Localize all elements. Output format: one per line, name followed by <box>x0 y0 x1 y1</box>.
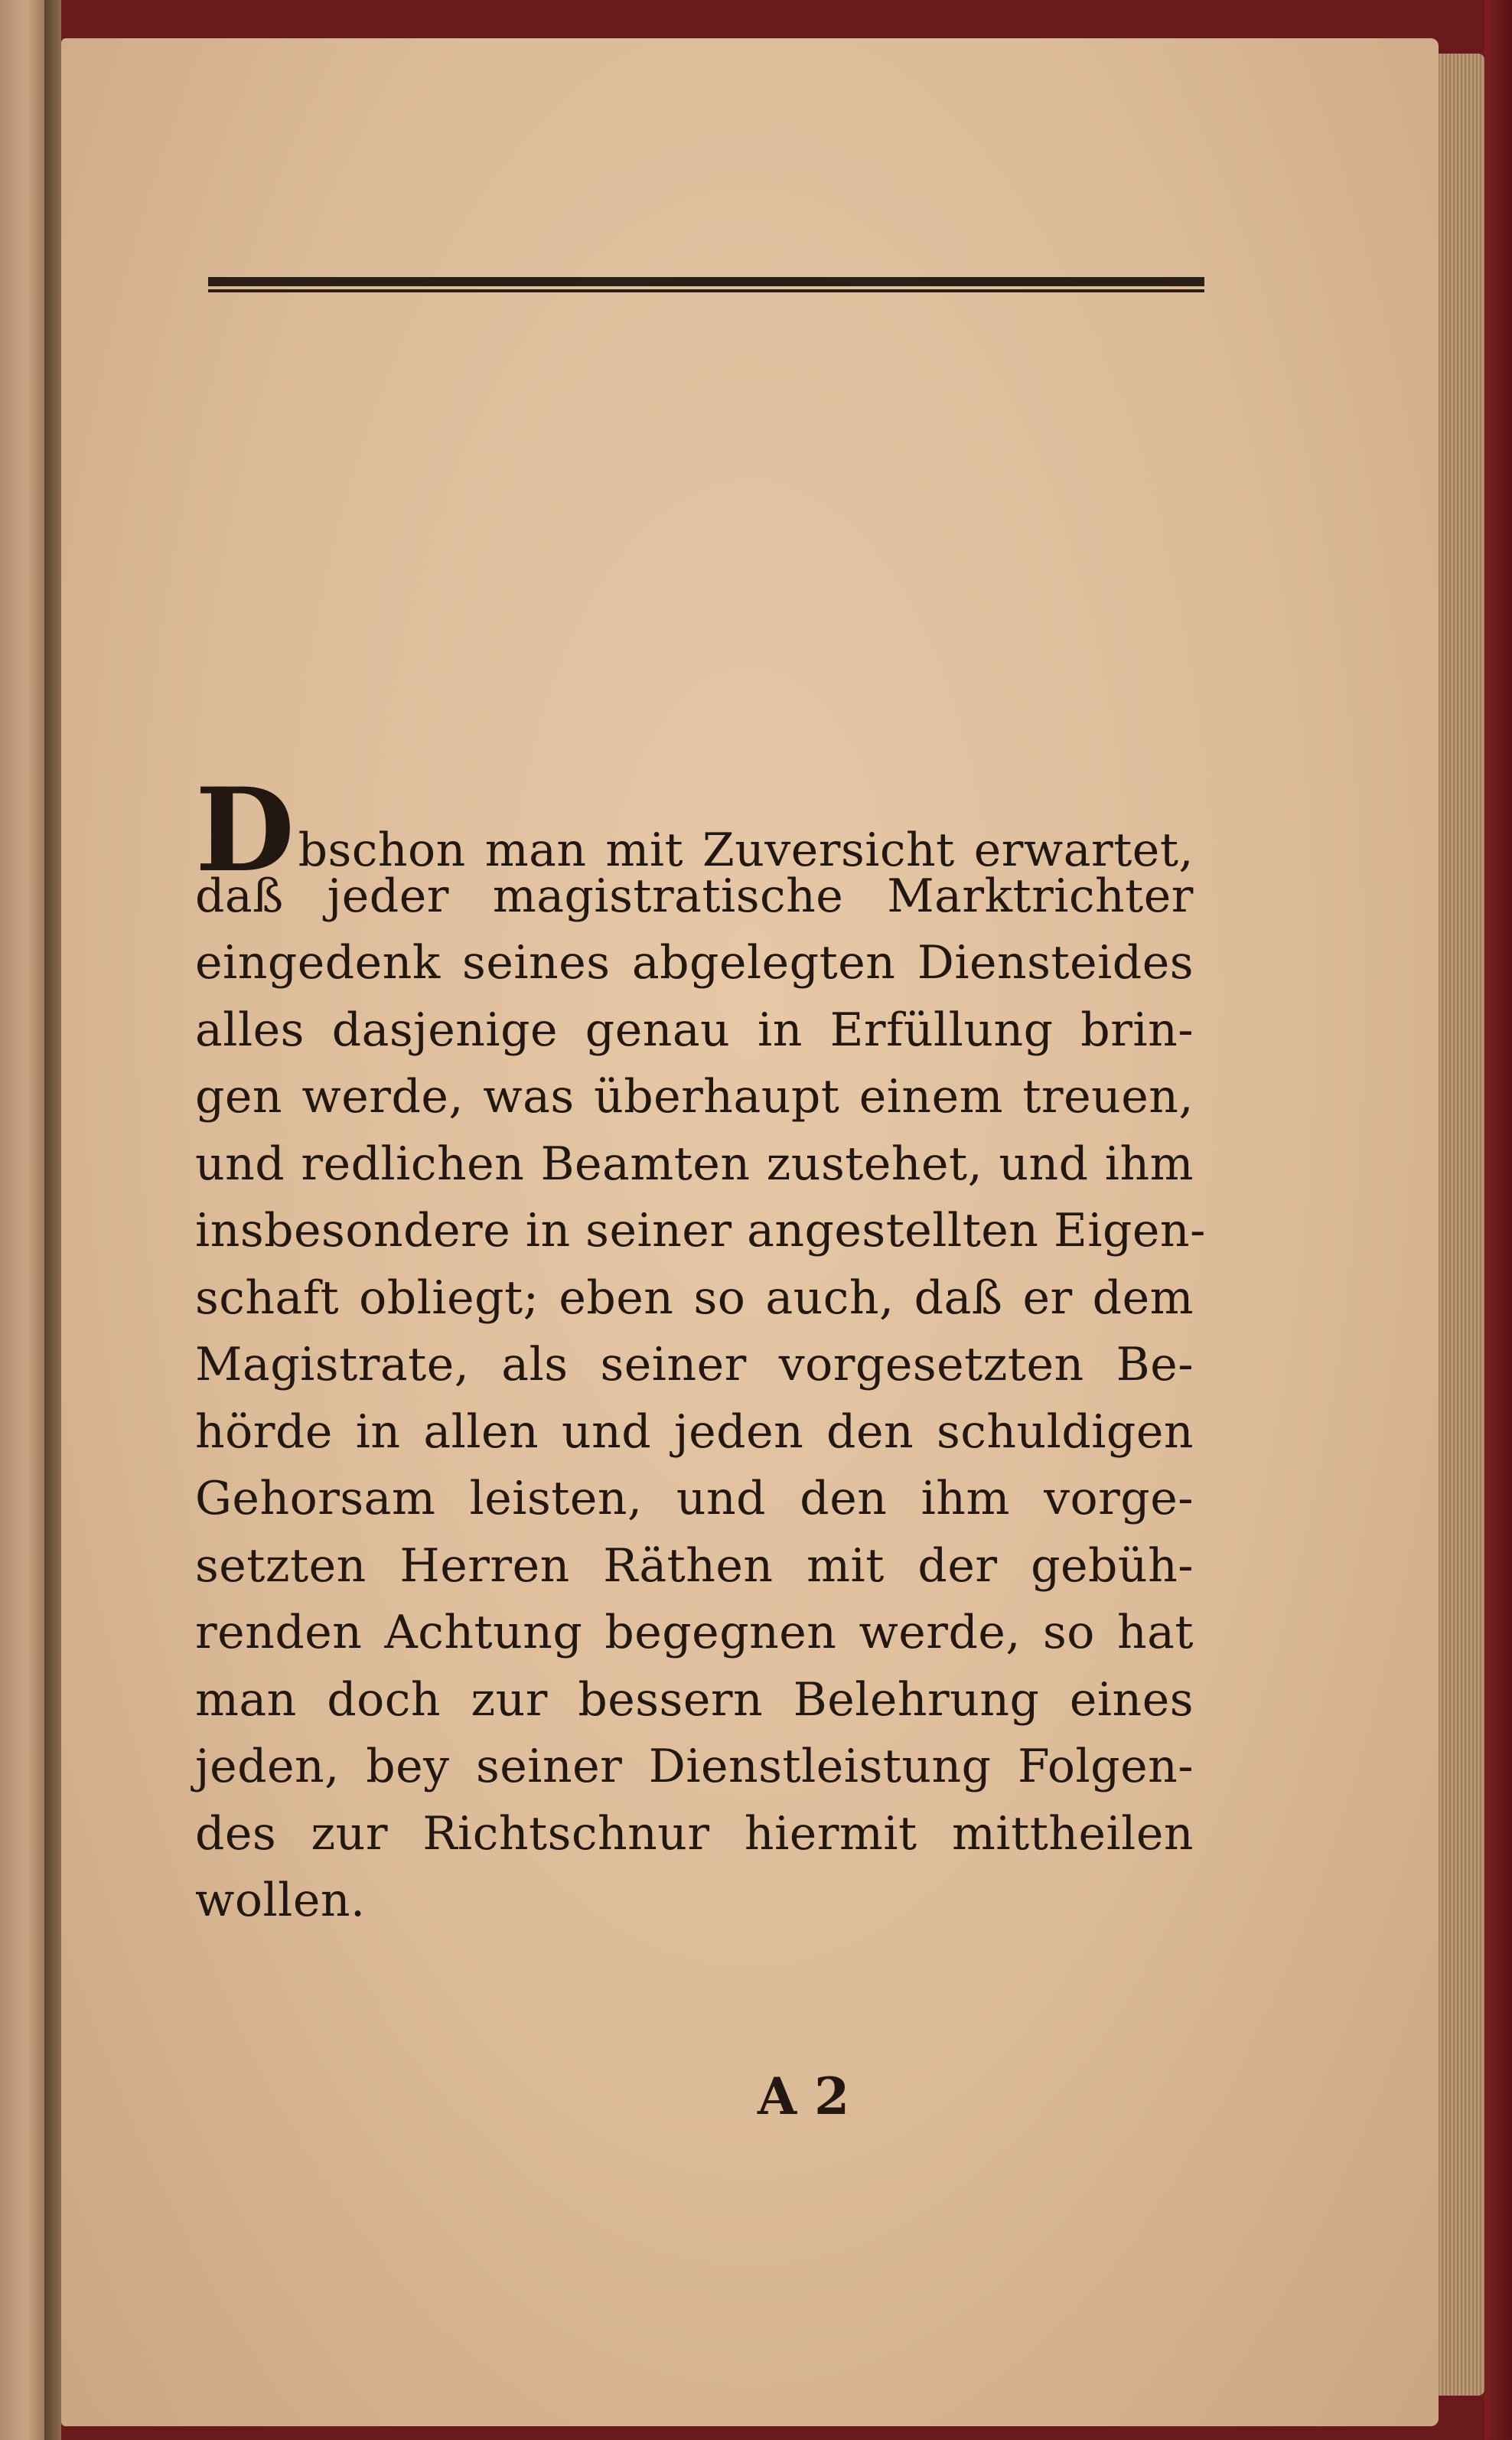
left-page-edge <box>0 0 44 2440</box>
text-line: Gehorsam leisten, und den ihm vorge- <box>195 1472 1194 1525</box>
book-gutter <box>44 0 61 2440</box>
text-line: daß jeder magistratische Marktrichter <box>195 869 1194 923</box>
book-cover-edge <box>1484 0 1512 2440</box>
signature-mark: A 2 <box>758 2066 850 2126</box>
text-line: alles dasjenige genau in Erfüllung brin- <box>195 1003 1194 1057</box>
drop-cap: D <box>195 763 295 898</box>
text-line: schaft obliegt; eben so auch, daß er dem <box>195 1271 1194 1325</box>
text-line: hörde in allen und jeden den schuldigen <box>195 1404 1194 1459</box>
body-text <box>195 763 1206 1935</box>
page-fore-edge <box>1439 54 1484 2396</box>
header-rule-thick <box>208 277 1204 286</box>
text-line: und redlichen Beamten zustehet, und ihm <box>195 1137 1194 1191</box>
text-line: insbesondere in seiner angestellten Eigen- <box>195 1204 1206 1258</box>
text-line: setzten Herren Räthen mit der gebüh- <box>195 1538 1194 1593</box>
text-line-content: bschon man mit Zuversicht erwartet, <box>298 824 1194 877</box>
header-rule-thin <box>208 289 1204 292</box>
text-line: renden Achtung begegnen werde, so hat <box>195 1606 1194 1659</box>
text-line: man doch zur bessern Belehrung eines <box>195 1672 1194 1727</box>
text-line: gen werde, was überhaupt einem treuen, <box>195 1070 1194 1124</box>
text-line: wollen. <box>195 1874 366 1927</box>
text-line: Magistrate, als seiner vorgesetzten Be- <box>195 1338 1194 1391</box>
text-line: des zur Richtschnur hiermit mittheilen <box>195 1806 1194 1861</box>
text-line: eingedenk seines abgelegten Diensteides <box>195 936 1194 990</box>
text-line: jeden, bey seiner Dienstleistung Folgen- <box>195 1740 1194 1793</box>
header-rule <box>208 277 1204 295</box>
